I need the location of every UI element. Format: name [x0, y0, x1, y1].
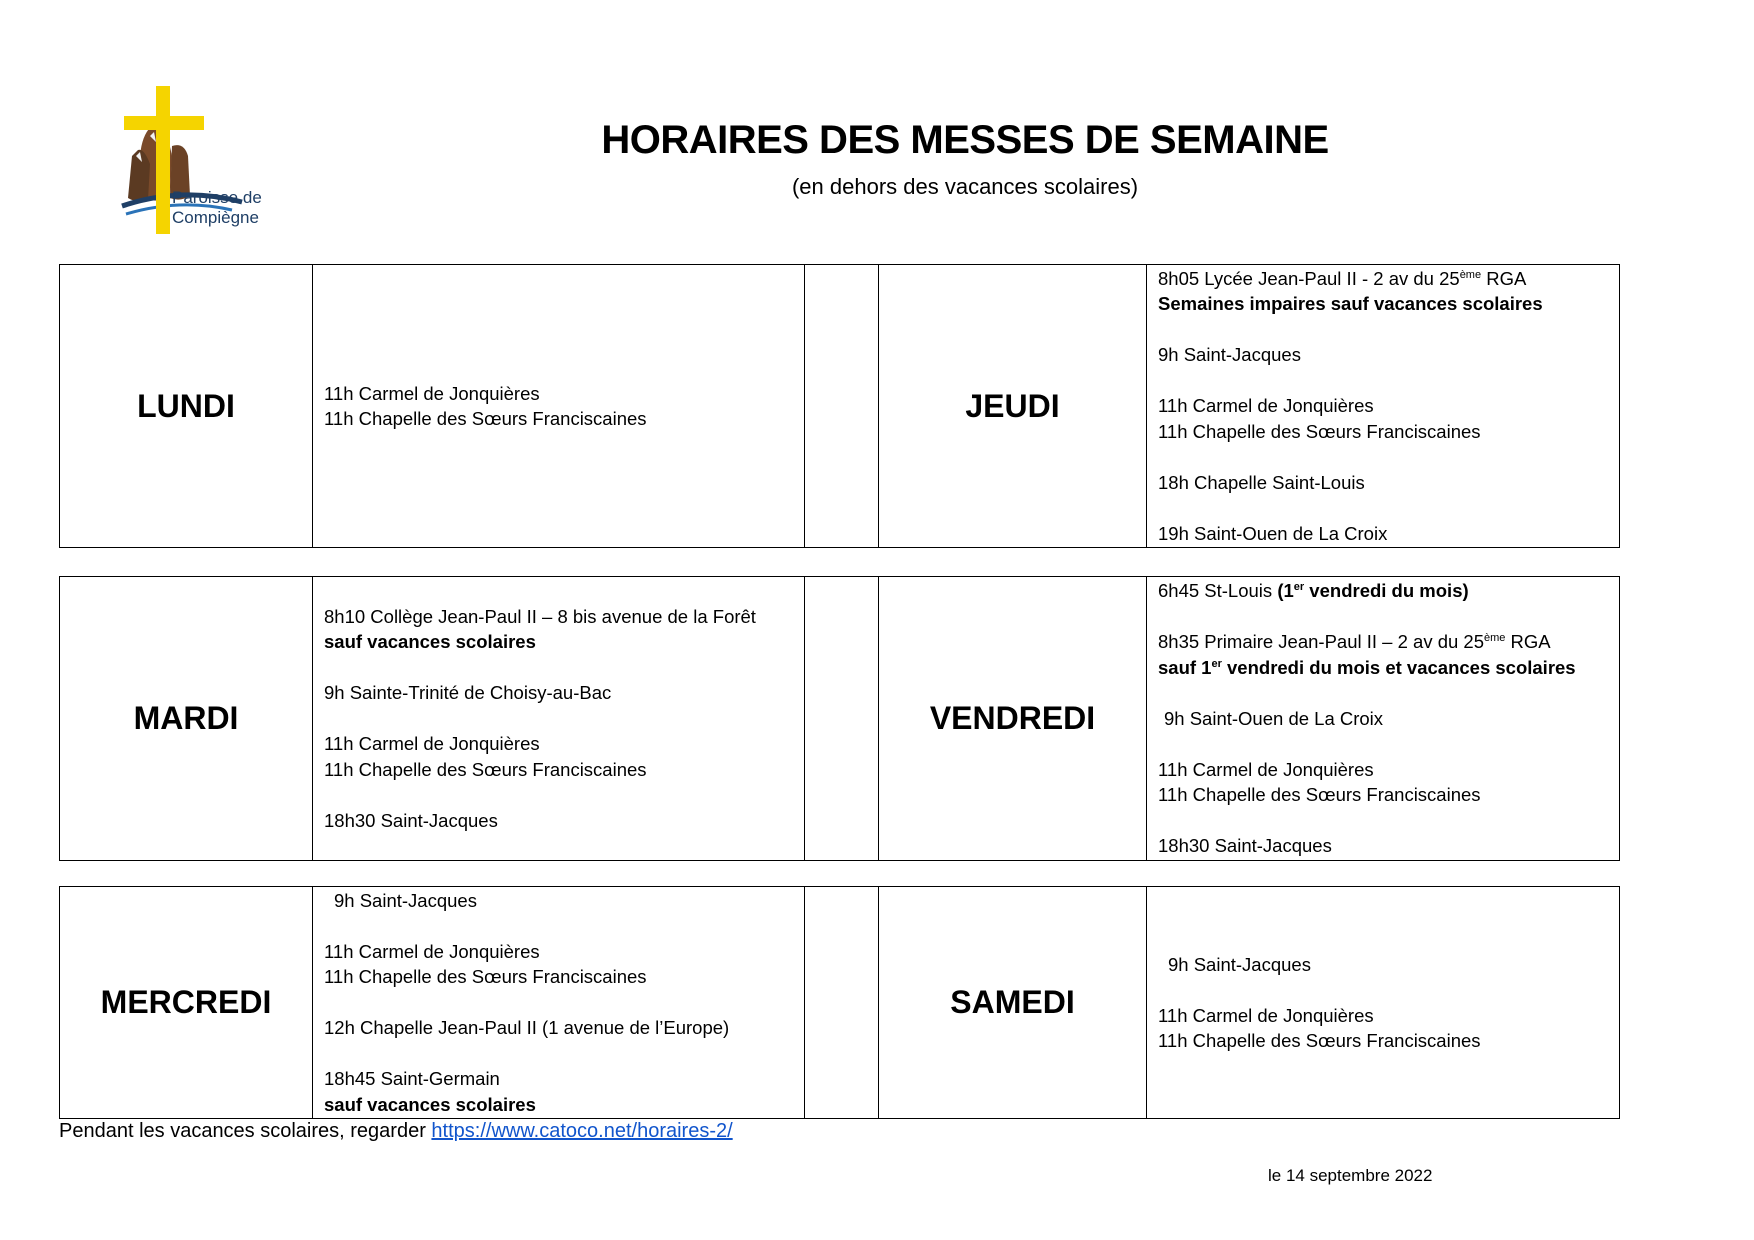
- mass-entry: 12h Chapelle Jean-Paul II (1 avenue de l’Europe): [324, 1017, 730, 1039]
- spacer-cell: [805, 887, 879, 1119]
- mass-entry: 18h Chapelle Saint-Louis: [1158, 471, 1365, 493]
- mass-entry: 11h Chapelle des Sœurs Franciscaines: [324, 758, 647, 780]
- mass-entry: 8h35 Primaire Jean-Paul II – 2 av du 25ème RGA: [1158, 631, 1551, 653]
- document-date: le 14 septembre 2022: [1268, 1166, 1433, 1185]
- mass-entry: 11h Carmel de Jonquières: [1158, 395, 1374, 417]
- mass-entry: 11h Carmel de Jonquières: [324, 733, 540, 755]
- mass-list-samedi: [1147, 887, 1620, 1119]
- mass-entry: 9h Saint-Jacques: [334, 889, 477, 911]
- footer-text: Pendant les vacances scolaires, regarder: [59, 1120, 432, 1142]
- mass-entry: 9h Saint-Jacques: [1168, 953, 1311, 975]
- mass-entry: 11h Carmel de Jonquières: [324, 382, 540, 404]
- mass-list-jeudi: [1147, 265, 1620, 548]
- mass-list-mardi: [313, 577, 805, 861]
- vacation-schedule-link[interactable]: https://www.catoco.net/horaires-2/: [431, 1120, 733, 1142]
- mass-note: sauf 1er vendredi du mois et vacances scolaires: [1158, 656, 1576, 678]
- mass-entry: 11h Chapelle des Sœurs Franciscaines: [324, 408, 647, 429]
- day-label-lundi: LUNDI: [60, 265, 313, 548]
- mass-entry: 11h Chapelle des Sœurs Franciscaines: [1158, 1030, 1481, 1051]
- spacer-cell: [805, 265, 879, 548]
- mass-entry: 11h Carmel de Jonquières: [1158, 758, 1374, 780]
- mass-entry: 8h05 Lycée Jean-Paul II - 2 av du 25ème RGA: [1158, 267, 1527, 289]
- mass-entry: 9h Sainte-Trinité de Choisy-au-Bac: [324, 682, 612, 704]
- page-title: HORAIRES DES MESSES DE SEMAINE: [601, 118, 1329, 162]
- mass-entry: 18h45 Saint-Germain: [324, 1068, 500, 1090]
- day-label-samedi: SAMEDI: [879, 887, 1147, 1119]
- mass-entry: 19h Saint-Ouen de La Croix: [1158, 522, 1388, 544]
- mass-entry: 11h Carmel de Jonquières: [1158, 1004, 1374, 1026]
- day-label-mercredi: MERCREDI: [60, 887, 313, 1119]
- schedule-row-lundi-jeudi: [59, 264, 1620, 548]
- mass-list-mercredi: [313, 887, 805, 1119]
- day-label-jeudi: JEUDI: [879, 265, 1147, 548]
- schedule-row-mercredi-samedi: [59, 886, 1620, 1119]
- mass-list-lundi: [313, 265, 805, 548]
- mass-entry: 9h Saint-Jacques: [1158, 344, 1301, 366]
- mass-entry: 11h Chapelle des Sœurs Franciscaines: [1158, 420, 1481, 442]
- mass-entry: 6h45 St-Louis (1er vendredi du mois): [1158, 580, 1469, 602]
- footer-note: [59, 1120, 733, 1143]
- page-subtitle: (en dehors des vacances scolaires): [791, 174, 1139, 199]
- mass-note: sauf vacances scolaires: [324, 1093, 536, 1115]
- mass-entry: 18h30 Saint-Jacques: [1158, 835, 1332, 857]
- mass-entry: 11h Chapelle des Sœurs Franciscaines: [1158, 784, 1481, 806]
- mass-entry: 18h30 Saint-Jacques: [324, 809, 498, 831]
- mass-note: sauf vacances scolaires: [324, 631, 536, 653]
- day-label-mardi: MARDI: [60, 577, 313, 861]
- mass-entry: 11h Chapelle des Sœurs Franciscaines: [324, 966, 647, 988]
- logo-line-2: Compiègne: [172, 208, 259, 227]
- mass-entry: 11h Carmel de Jonquières: [324, 940, 540, 962]
- schedule-row-mardi-vendredi: [59, 576, 1620, 861]
- spacer-cell: [805, 577, 879, 861]
- mass-list-vendredi: [1147, 577, 1620, 861]
- mass-note: Semaines impaires sauf vacances scolaires: [1158, 293, 1543, 315]
- logo-line-1: Paroisse de: [172, 188, 262, 207]
- day-label-vendredi: VENDREDI: [879, 577, 1147, 861]
- mass-entry: 9h Saint-Ouen de La Croix: [1164, 707, 1384, 729]
- mass-entry: 8h10 Collège Jean-Paul II – 8 bis avenue de la Forêt: [324, 605, 756, 627]
